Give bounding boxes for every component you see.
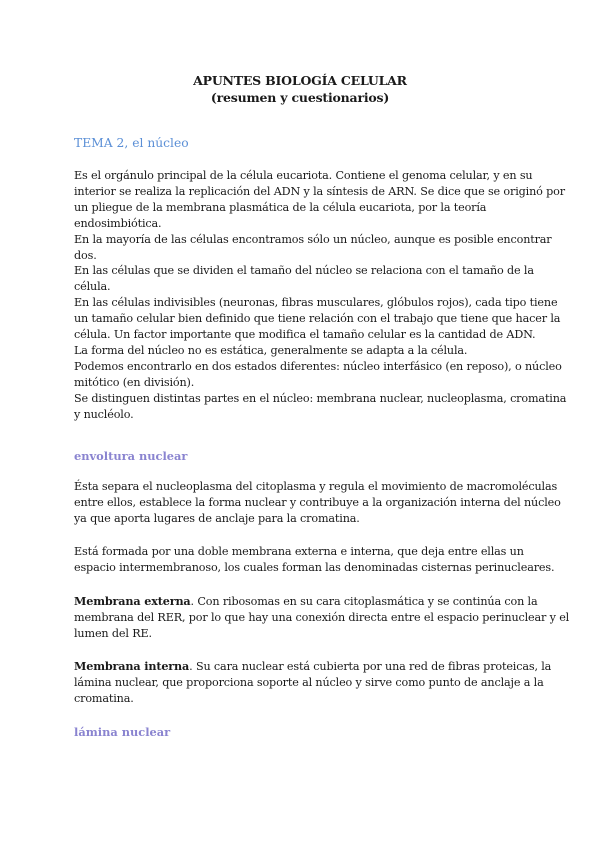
intro-paragraph	[74, 168, 567, 423]
intro-line: dos.	[74, 248, 97, 262]
intro-line: Se distinguen distintas partes en el núcleo: membrana nuclear, nucleoplasma, cromatina	[74, 391, 567, 405]
envoltura-paragraph-2	[74, 544, 555, 576]
paragraph-line: Está formada por una doble membrana externa e interna, que deja entre ellas un	[74, 545, 524, 558]
title-line-2: (resumen y cuestionarios)	[210, 90, 390, 105]
intro-line: interior se realiza la replicación del ADN y la síntesis de ARN. Se dice que se originó por	[74, 184, 565, 198]
intro-line: un tamaño celular bien definido que tiene relación con el trabajo que tiene que hacer la	[74, 312, 561, 326]
paragraph-line: Ésta separa el nucleoplasma del citoplasma y regula el movimiento de macromoléculas	[74, 480, 558, 493]
membrana-externa-paragraph	[74, 594, 570, 642]
paragraph-line: lumen del RE.	[74, 626, 152, 640]
paragraph-line: lámina nuclear, que proporciona soporte al núcleo y sirve como punto de anclaje a la	[74, 675, 544, 689]
paragraph-line: membrana del RER, por lo que hay una conexión directa entre el espacio perinuclear y el	[74, 610, 570, 624]
paragraph-text: . Con ribosomas en su cara citoplasmática y se continúa con la	[190, 595, 538, 608]
intro-line: Es el orgánulo principal de la célula eucariota. Contiene el genoma celular, y en su	[74, 169, 533, 182]
paragraph-line: cromatina.	[74, 691, 134, 705]
intro-line: En las células indivisibles (neuronas, fibras musculares, glóbulos rojos), cada tipo tiene	[74, 296, 558, 310]
intro-line: Podemos encontrarlo en dos estados diferentes: núcleo interfásico (en reposo), o núcleo	[74, 359, 562, 373]
paragraph-line: entre ellos, establece la forma nuclear y contribuye a la organización interna del núcleo	[74, 495, 561, 509]
document-title	[0, 72, 600, 106]
envoltura-paragraph-1	[74, 479, 561, 527]
intro-line: un pliegue de la membrana plasmática de la célula eucariota, por la teoría	[74, 200, 487, 214]
title-line-1: APUNTES BIOLOGÍA CELULAR	[193, 73, 407, 88]
paragraph-line	[74, 659, 552, 675]
paragraph-line: espacio intermembranoso, los cuales forman las denominadas cisternas perinucleares.	[74, 560, 555, 574]
membrana-interna-paragraph	[74, 659, 552, 707]
paragraph-line: ya que aporta lugares de anclaje para la cromatina.	[74, 511, 360, 525]
intro-line: La forma del núcleo no es estática, generalmente se adapta a la célula.	[74, 343, 468, 357]
section-heading-tema: TEMA 2, el núcleo	[74, 136, 189, 150]
paragraph-text: . Su cara nuclear está cubierta por una red de fibras proteicas, la	[189, 660, 552, 673]
intro-line: célula. Un factor importante que modifica el tamaño celular es la cantidad de ADN.	[74, 328, 536, 342]
intro-line: endosimbiótica.	[74, 216, 162, 230]
section-heading-lamina: lámina nuclear	[74, 725, 171, 739]
section-heading-envoltura: envoltura nuclear	[74, 449, 188, 463]
intro-line: y nucléolo.	[74, 407, 134, 421]
paragraph-line	[74, 594, 544, 610]
intro-line: célula.	[74, 280, 111, 294]
intro-line: mitótico (en división).	[74, 375, 195, 389]
intro-line: En la mayoría de las células encontramos sólo un núcleo, aunque es posible encontrar	[74, 232, 552, 246]
membrana-externa-label: Membrana externa	[74, 594, 191, 608]
membrana-interna-label: Membrana interna	[74, 659, 190, 673]
intro-line: En las células que se dividen el tamaño del núcleo se relaciona con el tamaño de la	[74, 264, 534, 278]
